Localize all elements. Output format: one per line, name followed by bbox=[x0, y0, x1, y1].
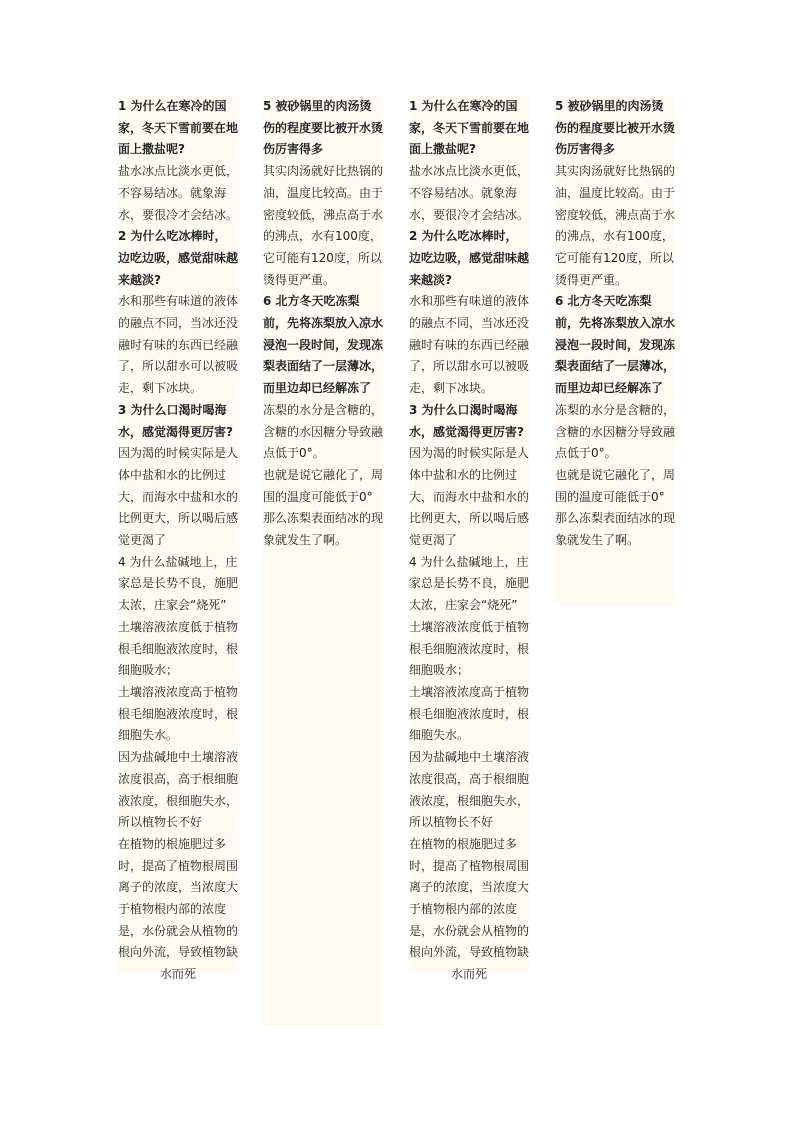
answer-4-part-4: 在植物的根施肥过多时，提高了植物根周围离子的浓度，当浓度大 于植物根内部的浓度是，水份就会从植物的根向外流，导致植物缺 bbox=[409, 836, 530, 960]
question-3: 3 为什么口渴时喝海水，感觉渴得更厉害? bbox=[118, 402, 233, 439]
answer-4-part-4: 在植物的根施肥过多时，提高了植物根周围离子的浓度，当浓度大 于植物根内部的浓度是，水份就会从植物的根向外流，导致植物缺 bbox=[118, 836, 239, 960]
answer-5: 其实肉汤就好比热锅的油，温度比较高。由于密度较低，沸点高于水的沸点，水有100度，它可能有120度，所以烫得更严重。 bbox=[263, 164, 384, 287]
question-6: 6 北方冬天吃冻梨前，先将冻梨放入凉水浸泡一段时间，发现冻梨表面结了一层薄冰，而里边却已经解冻了 bbox=[555, 294, 676, 396]
answer-4-part-2: 土壤溶液浓度高于植物根毛细胞液浓度时，根细胞失水。 bbox=[409, 684, 530, 743]
answer-1: 盐水冰点比淡水更低，不容易结冰。就象海水，要很冷才会结冰。 bbox=[118, 164, 239, 222]
answer-2: 水和那些有味道的液体的融点不同，当冰还没融时有味的东西已经融了，所以甜水可以被吸走，剩下冰块。 bbox=[118, 294, 239, 396]
answer-3: 因为渴的时候实际是人体中盐和水的比例过大，而海水中盐和水的比例更大，所以喝后感觉更渴了 bbox=[409, 446, 530, 548]
question-4: 4 为什么盐碱地上，庄家总是长势不良，施肥太浓，庄家会“烧死” bbox=[409, 554, 530, 613]
answer-6-part-1: 冻梨的水分是含糖的，含糖的水因糖分导致融点低于0°。 bbox=[555, 402, 676, 461]
answer-4-part-5: 水而死 bbox=[159, 967, 196, 982]
answer-1: 盐水冰点比淡水更低，不容易结冰。就象海水，要很冷才会结冰。 bbox=[409, 164, 530, 222]
text-column-3 bbox=[409, 96, 530, 982]
question-3: 3 为什么口渴时喝海水，感觉渴得更厉害? bbox=[409, 402, 524, 439]
question-2: 2 为什么吃冰棒时，边吃边吸，感觉甜味越来越淡? bbox=[409, 229, 530, 287]
answer-4-part-1: 土壤溶液浓度低于植物根毛细胞液浓度时，根细胞吸水； bbox=[118, 619, 239, 678]
answer-4-part-3: 因为盐碱地中土壤溶液浓度很高，高于根细胞液浓度，根细胞失水，所以植物长不好 bbox=[118, 750, 239, 830]
answer-4-part-1: 土壤溶液浓度低于植物根毛细胞液浓度时，根细胞吸水； bbox=[409, 619, 530, 678]
text-column-2 bbox=[263, 96, 383, 1026]
answer-3: 因为渴的时候实际是人体中盐和水的比例过大，而海水中盐和水的比例更大，所以喝后感觉更渴了 bbox=[118, 446, 239, 548]
text-column-4 bbox=[555, 96, 675, 606]
question-6: 6 北方冬天吃冻梨前，先将冻梨放入凉水浸泡一段时间，发现冻梨表面结了一层薄冰，而里边却已经解冻了 bbox=[263, 294, 384, 396]
answer-4-part-5: 水而死 bbox=[450, 967, 487, 982]
question-1: 1 为什么在寒冷的国家，冬天下雪前要在地面上撒盐呢? bbox=[118, 99, 239, 157]
question-2: 2 为什么吃冰棒时，边吃边吸，感觉甜味越来越淡? bbox=[118, 229, 239, 287]
question-5: 5 被砂锅里的肉汤烫伤的程度要比被开水烫伤厉害得多 bbox=[263, 99, 384, 157]
question-4: 4 为什么盐碱地上，庄家总是长势不良，施肥太浓，庄家会“烧死” bbox=[118, 554, 239, 613]
answer-2: 水和那些有味道的液体的融点不同，当冰还没融时有味的东西已经融了，所以甜水可以被吸走，剩下冰块。 bbox=[409, 294, 530, 396]
answer-6-part-2: 也就是说它融化了，周围的温度可能低于0°那么冻梨表面结冰的现象就发生了啊。 bbox=[555, 467, 676, 548]
answer-6-part-1: 冻梨的水分是含糖的，含糖的水因糖分导致融点低于0°。 bbox=[263, 402, 384, 461]
question-1: 1 为什么在寒冷的国家，冬天下雪前要在地面上撒盐呢? bbox=[409, 99, 530, 157]
text-column-1 bbox=[118, 96, 239, 982]
answer-4-part-2: 土壤溶液浓度高于植物根毛细胞液浓度时，根细胞失水。 bbox=[118, 684, 239, 743]
question-5: 5 被砂锅里的肉汤烫伤的程度要比被开水烫伤厉害得多 bbox=[555, 99, 676, 157]
answer-4-part-3: 因为盐碱地中土壤溶液浓度很高，高于根细胞液浓度，根细胞失水，所以植物长不好 bbox=[409, 750, 530, 830]
answer-5: 其实肉汤就好比热锅的油，温度比较高。由于密度较低，沸点高于水的沸点，水有100度，它可能有120度，所以烫得更严重。 bbox=[555, 164, 676, 287]
answer-6-part-2: 也就是说它融化了，周围的温度可能低于0°那么冻梨表面结冰的现象就发生了啊。 bbox=[263, 467, 384, 548]
